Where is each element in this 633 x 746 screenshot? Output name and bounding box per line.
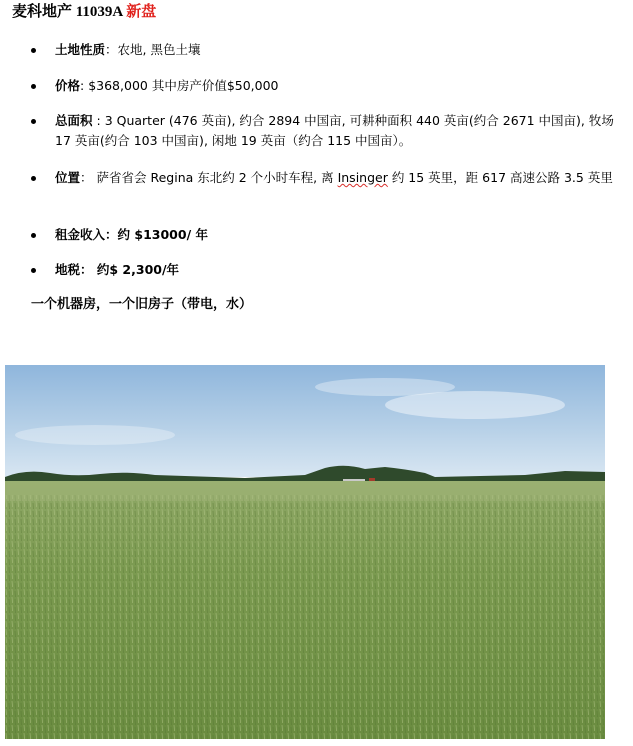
cloud	[15, 425, 175, 445]
fact-sep: ：	[105, 42, 118, 57]
listing-title-text: 麦科地产 11039A	[12, 4, 123, 20]
listing-title	[12, 2, 156, 22]
fact-rent	[31, 225, 627, 245]
fact-value-rest: 约 15 英里，距 617 高速公路 3.5 英里	[387, 170, 613, 185]
fact-value: 3 Quarter (476 英亩), 约合 2894 中国亩, 可耕种面积 440 英亩(约合 2671 中国亩), 牧场 17 英亩(约合 103 中国亩), 闲地 19 英亩（约合 115 中国亩）。	[55, 113, 614, 148]
fact-sep: :	[80, 78, 89, 93]
fact-label: 土地性质	[55, 42, 106, 57]
fact-price	[31, 76, 627, 96]
facilities-note: 一个机器房，一个旧房子（带电，水）	[31, 297, 253, 312]
place-name-insinger: Insinger	[337, 170, 388, 185]
cloud	[315, 378, 455, 396]
fact-value: 萨省省会 Regina 东北约 2 个小时车程, 离	[96, 170, 338, 185]
fact-value: 约 $13000/ 年	[117, 227, 208, 242]
fact-value: 约$ 2,300/年	[96, 262, 180, 277]
fact-land-type	[31, 40, 627, 60]
crop-texture	[5, 495, 605, 739]
fact-label: 总面积	[55, 113, 93, 128]
fact-label: 地税	[55, 262, 81, 277]
farmland-photo-image	[5, 365, 605, 739]
fact-value: $368,000 其中房产价值$50,000	[88, 78, 279, 93]
fact-sep: ：	[80, 170, 97, 185]
fact-value: 农地, 黑色土壤	[117, 42, 201, 57]
fact-location	[31, 168, 627, 188]
fact-label: 价格	[55, 78, 81, 93]
new-listing-label: 新盘	[126, 4, 157, 20]
fact-label: 位置	[55, 170, 81, 185]
sky	[5, 365, 605, 477]
fact-area	[31, 111, 627, 151]
fact-tax	[31, 260, 627, 280]
fact-sep: ：	[105, 227, 118, 242]
farmland-photo	[5, 365, 605, 739]
field-horizon-haze	[5, 481, 605, 501]
fact-sep: :	[92, 113, 105, 128]
fact-label: 租金收入	[55, 227, 106, 242]
fact-sep: ：	[80, 262, 97, 277]
